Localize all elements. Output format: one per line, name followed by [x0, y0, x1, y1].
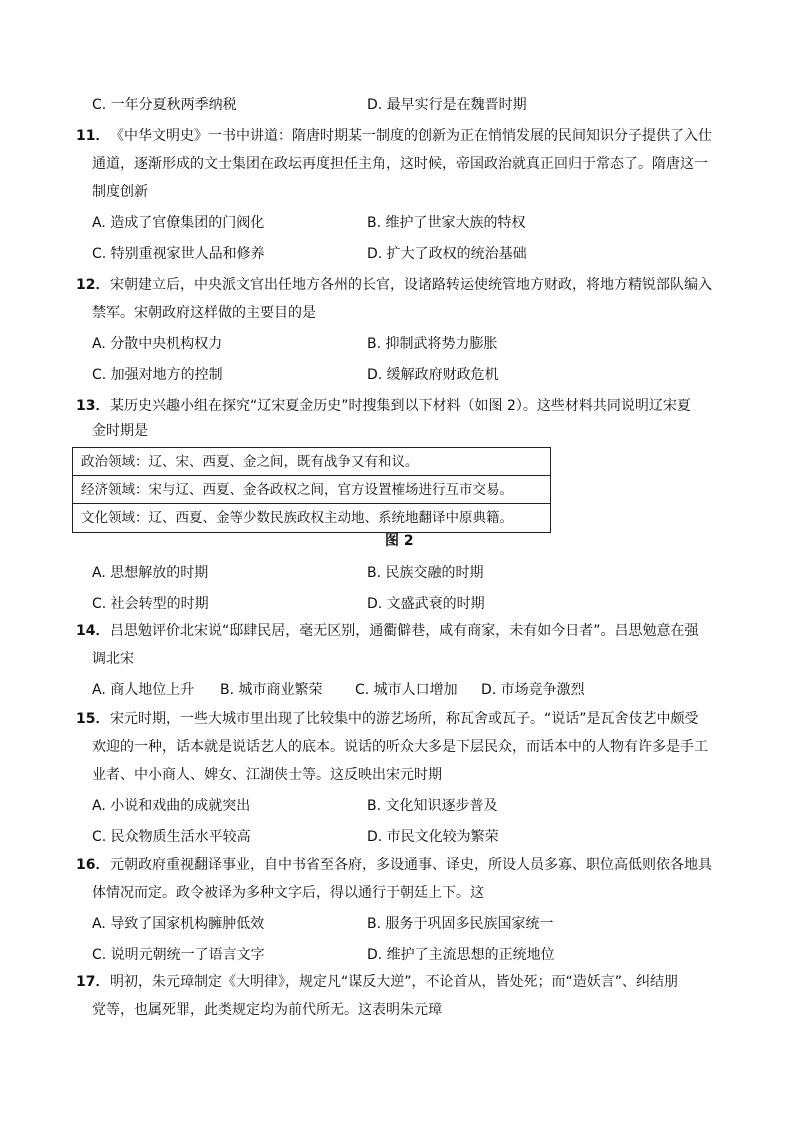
- option-a: A. 商人地位上升: [92, 682, 195, 698]
- question-number: 15．: [76, 711, 110, 727]
- question-text: 体情况而定。政令被译为多种文字后，得以通行于朝廷上下。这: [92, 885, 484, 901]
- question-text: 元朝政府重视翻译事业，自中书省至各府，多设通事、译史，所设人员多寡、职位高低则依各地具: [110, 857, 712, 873]
- option-b: B. 文化知识逐步普及: [367, 798, 498, 814]
- question-text: 金时期是: [92, 423, 148, 439]
- option-d: D. 市民文化较为繁荣: [367, 829, 499, 845]
- question-number: 13．: [76, 398, 110, 414]
- question-text: 制度创新: [92, 184, 148, 200]
- option-c: C. 民众物质生活水平较高: [92, 829, 251, 845]
- question-text: 调北宋: [92, 651, 134, 667]
- question-text: 业者、中小商人、婢女、江湖侠士等。这反映出宋元时期: [92, 767, 442, 783]
- option-c: C. 说明元朝统一了语言文字: [92, 947, 265, 963]
- question-text: 明初，朱元璋制定《大明律》，规定凡“谋反大逆”，不论首从，皆处死；而“造妖言”、纠结朋: [110, 974, 679, 990]
- question-text: 禁军。宋朝政府这样做的主要目的是: [92, 305, 316, 321]
- option-c: C. 特别重视家世人品和修养: [92, 246, 265, 262]
- option-d: D. 维护了主流思想的正统地位: [367, 947, 555, 963]
- question-text: 党等，也属死罪，此类规定均为前代所无。这表明朱元璋: [92, 1002, 442, 1018]
- option-b: B. 维护了世家大族的特权: [367, 215, 526, 231]
- option-d: D. 缓解政府财政危机: [367, 367, 499, 383]
- option-b: B. 抑制武将势力膨胀: [367, 336, 498, 352]
- question-text: 《中华文明史》一书中讲道：隋唐时期某一制度的创新为正在悄悄发展的民间知识分子提供了入仕: [110, 128, 712, 144]
- question-text: 吕思勉评价北宋说“邸肆民居，毫无区别，通衢僻巷，咸有商家，未有如今日者”。吕思勉意在强: [110, 623, 699, 639]
- table-row: 经济领域：宋与辽、西夏、金各政权之间，官方设置榷场进行互市交易。: [73, 476, 550, 504]
- option-d: D. 最早实行是在魏晋时期: [367, 97, 527, 113]
- option-a: A. 分散中央机构权力: [92, 336, 223, 352]
- option-a: A. 造成了官僚集团的门阀化: [92, 215, 265, 231]
- question-number: 16．: [76, 857, 110, 873]
- option-b: B. 服务于巩固多民族国家统一: [367, 916, 554, 932]
- question-number: 14．: [76, 623, 110, 639]
- option-c: C. 一年分夏秋两季纳税: [92, 97, 237, 113]
- option-d: D. 扩大了政权的统治基础: [367, 246, 527, 262]
- question-text: 宋元时期，一些大城市里出现了比较集中的游艺场所，称瓦舍或瓦子。“说话”是瓦舍伎艺中颇受: [110, 711, 699, 727]
- figure-caption: 图 2: [385, 533, 414, 549]
- option-c: C. 城市人口增加: [355, 682, 458, 698]
- option-b: B. 民族交融的时期: [367, 565, 484, 581]
- option-a: A. 小说和戏曲的成就突出: [92, 798, 251, 814]
- question-text: 欢迎的一种，话本就是说话艺人的底本。说话的听众大多是下层民众，而话本中的人物有许多是手工: [92, 739, 708, 755]
- question-text: 某历史兴趣小组在探究“辽宋夏金历史”时搜集到以下材料（如图 2）。这些材料共同说明辽宋夏: [110, 398, 691, 414]
- option-a: A. 导致了国家机构臃肿低效: [92, 916, 265, 932]
- question-number: 17．: [76, 974, 110, 990]
- question-text: 宋朝建立后，中央派文官出任地方各州的长官，设诸路转运使统管地方财政，将地方精锐部队编入: [110, 277, 712, 293]
- question-text: 通道，逐渐形成的文士集团在政坛再度担任主角，这时候，帝国政治就真正回归于常态了。隋唐这一: [92, 156, 708, 172]
- option-c: C. 加强对地方的控制: [92, 367, 223, 383]
- question-number: 12．: [76, 277, 110, 293]
- option-d: D. 市场竞争激烈: [481, 682, 585, 698]
- material-table: [72, 447, 551, 533]
- option-a: A. 思想解放的时期: [92, 565, 209, 581]
- table-row: 文化领域：辽、西夏、金等少数民族政权主动地、系统地翻译中原典籍。: [81, 510, 513, 526]
- question-number: 11．: [76, 128, 110, 144]
- table-row: 政治领域：辽、宋、西夏、金之间，既有战争又有和议。: [73, 448, 550, 476]
- option-d: D. 文盛武衰的时期: [367, 596, 485, 612]
- option-b: B. 城市商业繁荣: [220, 682, 323, 698]
- option-c: C. 社会转型的时期: [92, 596, 209, 612]
